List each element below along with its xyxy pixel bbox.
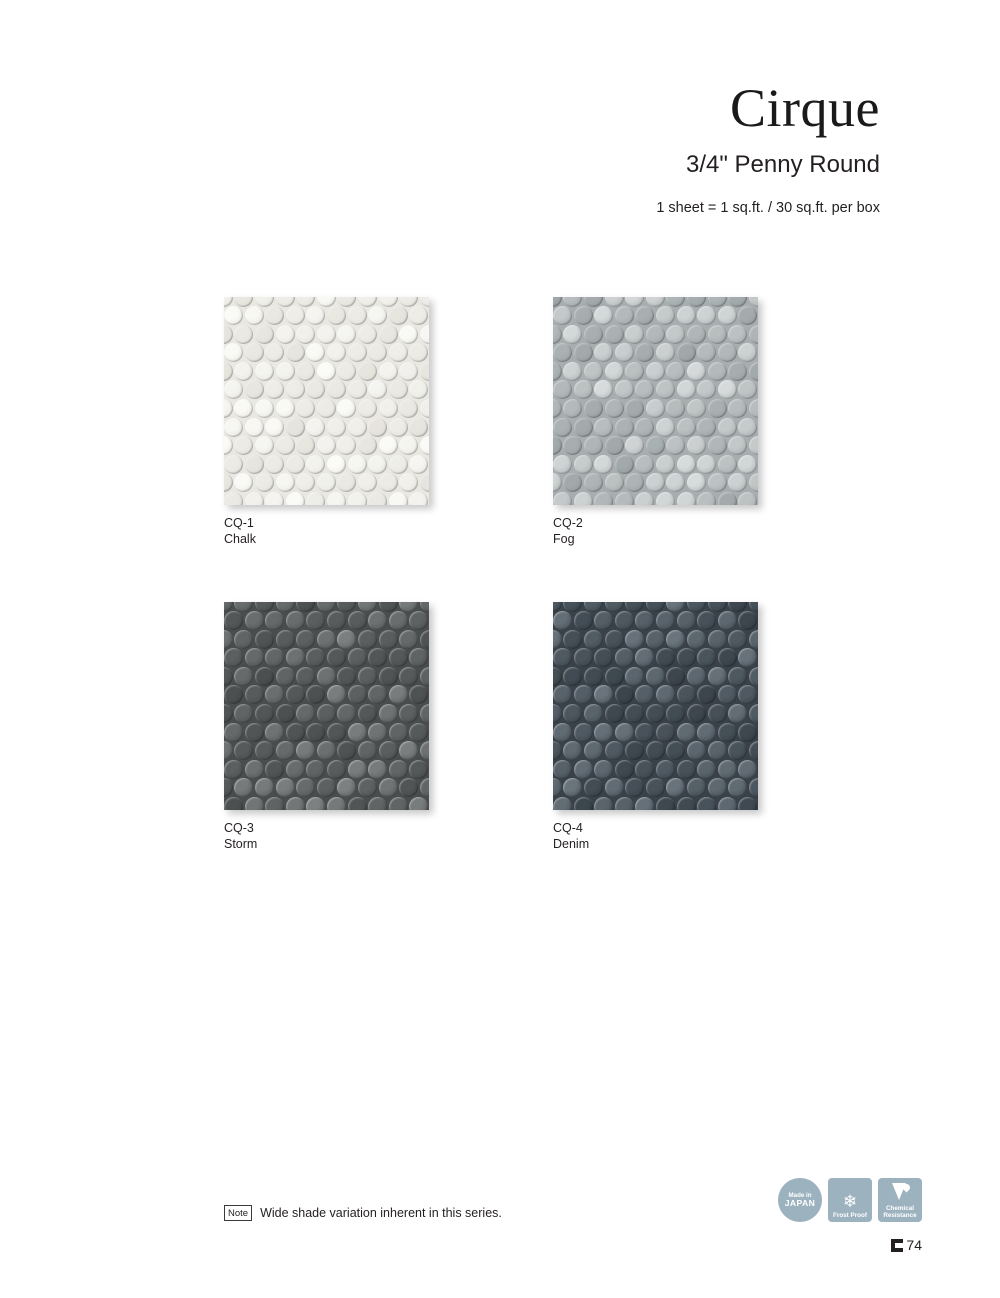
swatch-code: CQ-1 xyxy=(224,516,254,530)
made-in-japan-icon xyxy=(778,1178,822,1222)
coverage-info: 1 sheet = 1 sq.ft. / 30 sq.ft. per box xyxy=(656,200,880,216)
swatch-caption xyxy=(224,516,429,547)
page-number xyxy=(891,1237,922,1253)
certification-icons xyxy=(778,1178,922,1222)
swatch-image-cq-1[interactable] xyxy=(224,297,429,505)
frost-proof-label: Frost Proof xyxy=(833,1211,867,1219)
note-row xyxy=(224,1205,502,1221)
swatch-row xyxy=(224,602,784,852)
snowflake-icon: ❄ xyxy=(842,1191,858,1211)
swatch-image-cq-4[interactable] xyxy=(553,602,758,810)
swatch-code: CQ-2 xyxy=(553,516,583,530)
swatch-item[interactable] xyxy=(224,297,429,547)
swatch-name: Storm xyxy=(224,836,258,851)
swatch-code: CQ-3 xyxy=(224,821,254,835)
series-title: Cirque xyxy=(730,78,880,138)
swatch-item[interactable] xyxy=(224,602,429,852)
swatch-item[interactable] xyxy=(553,297,758,547)
page-marker-icon xyxy=(891,1239,903,1252)
page-number-value: 74 xyxy=(906,1237,922,1253)
series-subtitle: 3/4" Penny Round xyxy=(686,151,880,178)
chemical-resistance-label: Chemical Resistance xyxy=(883,1204,917,1219)
swatch-image-cq-2[interactable] xyxy=(553,297,758,505)
penny-round-pattern xyxy=(224,602,429,810)
swatch-name: Fog xyxy=(553,531,575,546)
note-badge: Note xyxy=(224,1205,252,1221)
chemical-resistance-icon xyxy=(878,1178,922,1222)
swatch-caption xyxy=(224,821,429,852)
frost-proof-icon xyxy=(828,1178,872,1222)
swatch-name: Denim xyxy=(553,836,590,851)
flask-drop-icon xyxy=(890,1183,910,1203)
swatch-caption xyxy=(553,821,758,852)
page-header xyxy=(656,78,880,218)
swatch-image-cq-3[interactable] xyxy=(224,602,429,810)
swatch-caption xyxy=(553,516,758,547)
made-in-japan-line1: Made in xyxy=(788,1191,812,1199)
note-text: Wide shade variation inherent in this series. xyxy=(260,1206,502,1220)
swatch-grid xyxy=(224,297,784,907)
swatch-code: CQ-4 xyxy=(553,821,583,835)
penny-round-pattern xyxy=(224,297,429,505)
swatch-item[interactable] xyxy=(553,602,758,852)
made-in-japan-line2: JAPAN xyxy=(784,1197,816,1208)
penny-round-pattern xyxy=(553,297,758,505)
swatch-name: Chalk xyxy=(224,531,256,546)
swatch-row xyxy=(224,297,784,547)
penny-round-pattern xyxy=(553,602,758,810)
